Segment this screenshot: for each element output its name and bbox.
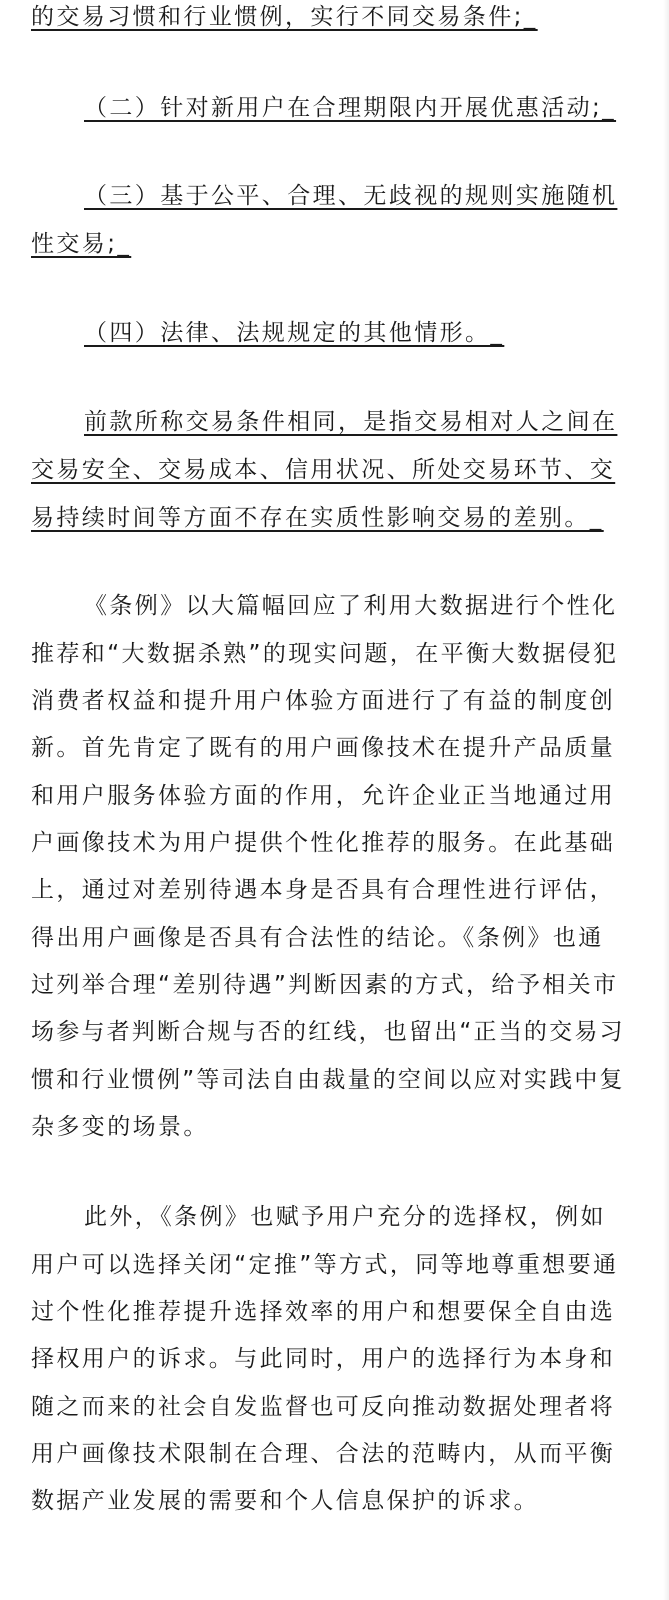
paragraph-line: 消费者权益和提升用户体验方面进行了有益的制度创	[31, 688, 616, 714]
paragraph-line: 数据产业发展的需要和个人信息保护的诉求。	[31, 1488, 539, 1514]
paragraph-line: 用户画像技术限制在合理、合法的范畴内，从而平衡	[31, 1441, 616, 1467]
paragraph-line: 《条例》以大篇幅回应了利用大数据进行个性化	[84, 593, 618, 619]
clause-line: 的交易习惯和行业惯例，实行不同交易条件;_	[31, 4, 538, 30]
paragraph-line: 推荐和“大数据杀熟”的现实问题，在平衡大数据侵犯	[31, 641, 619, 667]
paragraph-line: 择权用户的诉求。与此同时，用户的选择行为本身和	[31, 1346, 616, 1372]
paragraph-line: 新。首先肯定了既有的用户画像技术在提升产品质量	[31, 735, 616, 761]
paragraph-line: 上，通过对差别待遇本身是否具有合理性进行评估，	[31, 877, 616, 903]
paragraph-line: 户画像技术为用户提供个性化推荐的服务。在此基础	[31, 830, 616, 856]
paragraph-line: 随之而来的社会自发监督也可反向推动数据处理者将	[31, 1394, 616, 1420]
definition-line: 前款所称交易条件相同，是指交易相对人之间在	[84, 409, 618, 435]
paragraph-line: 用户可以选择关闭“定推”等方式，同等地尊重想要通	[31, 1252, 619, 1278]
clause-2-line: （二）针对新用户在合理期限内开展优惠活动;_	[84, 95, 617, 121]
definition-line: 交易安全、交易成本、信用状况、所处交易环节、交	[31, 457, 616, 483]
paragraph-line: 场参与者判断合规与否的红线，也留出“正当的交易习	[31, 1019, 625, 1045]
paragraph-line: 得出用户画像是否具有合法性的结论。《条例》也通	[31, 925, 604, 951]
paragraph-line: 过个性化推荐提升选择效率的用户和想要保全自由选	[31, 1299, 616, 1325]
paragraph-line: 惯和行业惯例”等司法自由裁量的空间以应对实践中复	[31, 1067, 625, 1093]
paragraph-line: 此外，《条例》也赋予用户充分的选择权，例如	[84, 1204, 606, 1230]
page-edge-shadow	[663, 0, 669, 1600]
clause-3-line-continued: 性交易;_	[31, 231, 132, 257]
clause-4-line: （四）法律、法规规定的其他情形。_	[84, 320, 505, 346]
paragraph-line: 和用户服务体验方面的作用，允许企业正当地通过用	[31, 783, 616, 809]
clause-3-line: （三）基于公平、合理、无歧视的规则实施随机	[84, 183, 618, 209]
definition-line: 易持续时间等方面不存在实质性影响交易的差别。_	[31, 505, 604, 531]
paragraph-line: 过列举合理“差别待遇”判断因素的方式，给予相关市	[31, 972, 619, 998]
paragraph-line: 杂多变的场景。	[31, 1114, 209, 1140]
